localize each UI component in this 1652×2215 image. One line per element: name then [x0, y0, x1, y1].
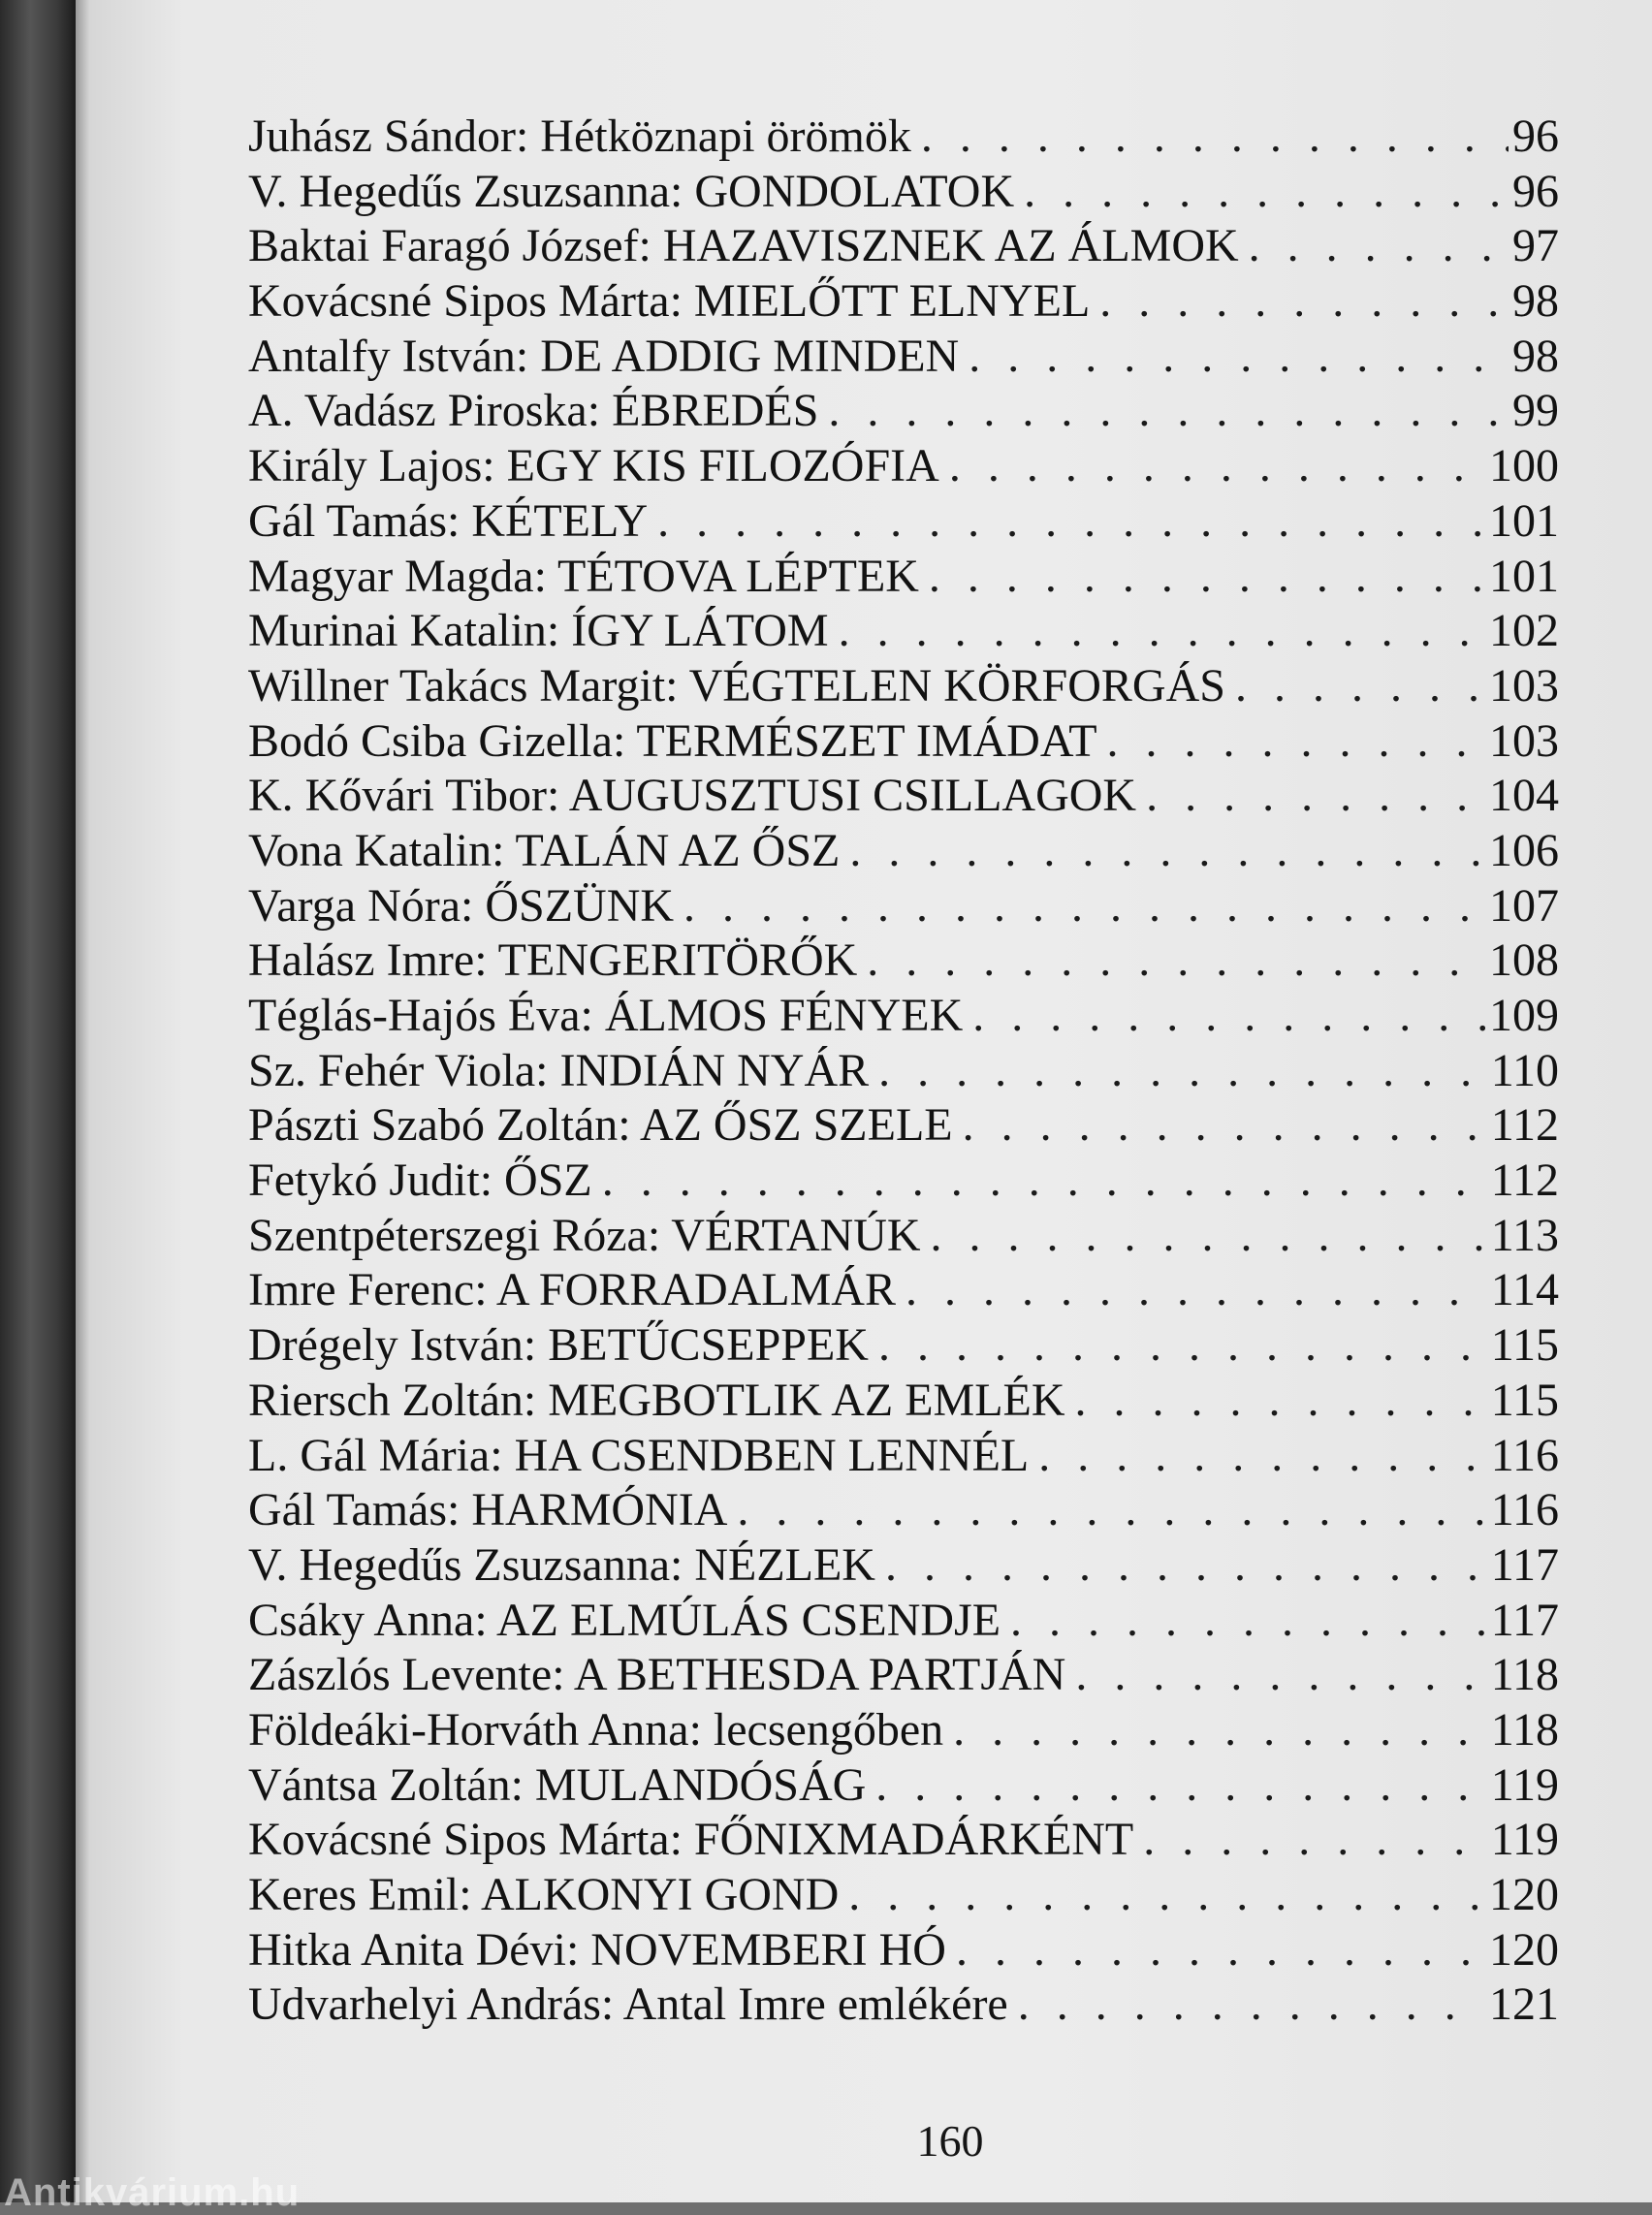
watermark: Antikvárium.hu [4, 2171, 301, 2214]
dot-leader [1249, 219, 1509, 274]
toc-entry-title: Vántsa Zoltán: MULANDÓSÁG [248, 1758, 867, 1811]
toc-entry [248, 1098, 1559, 1154]
toc-entry-page: 112 [1490, 1099, 1559, 1152]
toc-entry [248, 1703, 1559, 1758]
toc-entry-page: 114 [1490, 1264, 1559, 1316]
toc-entry [248, 1154, 1559, 1209]
dot-leader [1143, 1813, 1487, 1868]
toc-entry-title: Csáky Anna: AZ ELMÚLÁS CSENDJE [248, 1594, 1001, 1646]
toc-entry-title: Hitka Anita Dévi: NOVEMBERI HÓ [248, 1923, 946, 1976]
toc-entry-title: Baktai Faragó József: HAZAVISZNEK AZ ÁLMOK [248, 220, 1239, 272]
toc-entry [248, 1923, 1559, 1978]
toc-entry [248, 1758, 1559, 1814]
dot-leader [602, 1154, 1487, 1209]
toc-entry-title: Keres Emil: ALKONYI GOND [248, 1869, 840, 1920]
toc-entry [248, 1594, 1559, 1649]
toc-entry [248, 274, 1559, 330]
toc-entry-title: Gál Tamás: HARMÓNIA [248, 1484, 728, 1536]
toc-entry [248, 110, 1559, 165]
dot-leader [969, 330, 1509, 385]
toc-entry [248, 824, 1559, 879]
toc-entry [248, 1263, 1559, 1318]
toc-entry [248, 1483, 1559, 1538]
dot-leader [1107, 714, 1485, 770]
page-gutter-shadow [76, 0, 89, 2202]
toc-entry-title: Magyar Magda: TÉTOVA LÉPTEK [248, 550, 919, 602]
dot-leader [867, 933, 1485, 989]
toc-entry-title: Téglás-Hajós Éva: ÁLMOS FÉNYEK [248, 990, 964, 1041]
dot-leader [929, 550, 1485, 605]
toc-entry-title: Halász Imre: TENGERITÖRŐK [248, 934, 858, 987]
toc-entry [248, 1374, 1559, 1429]
toc-entry-page: 102 [1489, 605, 1559, 657]
dot-leader [963, 1098, 1487, 1154]
toc-entry-page: 98 [1512, 275, 1559, 328]
dot-leader [828, 384, 1509, 439]
toc-entry [248, 1044, 1559, 1099]
toc-entry [248, 933, 1559, 989]
toc-entry-title: Kovácsné Sipos Márta: MIELŐTT ELNYEL [248, 275, 1091, 328]
toc-entry-page: 117 [1490, 1538, 1559, 1591]
toc-entry-page: 118 [1490, 1703, 1559, 1756]
toc-entry [248, 219, 1559, 274]
dot-leader [949, 439, 1485, 494]
toc-entry-title: Szentpéterszegi Róza: VÉRTANÚK [248, 1209, 921, 1261]
toc-entry-title: Juhász Sándor: Hétköznapi örömök [248, 111, 911, 162]
dot-leader [839, 604, 1485, 659]
dot-leader [1235, 659, 1485, 714]
toc-entry-title: Pászti Szabó Zoltán: AZ ŐSZ SZELE [248, 1099, 953, 1152]
toc-entry-page: 113 [1490, 1209, 1559, 1261]
toc-entry-title: Kovácsné Sipos Márta: FŐNIXMADÁRKÉNT [248, 1814, 1134, 1866]
toc-entry [248, 1648, 1559, 1703]
dot-leader [875, 1758, 1487, 1814]
toc-entry [248, 1429, 1559, 1484]
toc-entry-title: Willner Takács Margit: VÉGTELEN KÖRFORGÁS [248, 659, 1225, 712]
toc-entry [248, 1978, 1559, 2033]
toc-entry-title: Varga Nóra: ŐSZÜNK [248, 879, 675, 932]
toc-entry [248, 1813, 1559, 1868]
toc-entry-page: 116 [1490, 1484, 1559, 1536]
dot-leader [1018, 1978, 1485, 2033]
dot-leader [1024, 165, 1509, 220]
toc-entry [248, 1868, 1559, 1923]
toc-entry [248, 439, 1559, 494]
toc-entry-page: 120 [1489, 1923, 1559, 1976]
toc-entry [248, 714, 1559, 770]
toc-entry [248, 384, 1559, 439]
toc-entry-page: 104 [1489, 770, 1559, 822]
toc-entry-title: Fetykó Judit: ŐSZ [248, 1155, 592, 1207]
toc-entry-title: Zászlós Levente: A BETHESDA PARTJÁN [248, 1649, 1066, 1701]
toc-entry-title: Bodó Csiba Gizella: TERMÉSZET IMÁDAT [248, 714, 1097, 767]
toc-entry-title: L. Gál Mária: HA CSENDBEN LENNÉL [248, 1429, 1030, 1481]
toc-entry-page: 106 [1489, 824, 1559, 876]
toc-entry-title: V. Hegedűs Zsuzsanna: GONDOLATOK [248, 165, 1015, 217]
dot-leader [683, 879, 1485, 934]
toc-entry-page: 96 [1512, 111, 1559, 162]
toc-entry-title: Vona Katalin: TALÁN AZ ŐSZ [248, 824, 841, 876]
toc-entry-page: 100 [1489, 440, 1559, 492]
toc-entry-page: 101 [1489, 550, 1559, 602]
dot-leader [849, 824, 1485, 879]
toc-entry [248, 604, 1559, 659]
toc-entry-page: 96 [1512, 165, 1559, 217]
toc-entry-page: 119 [1490, 1814, 1559, 1866]
dot-leader [956, 1923, 1485, 1978]
dot-leader [878, 1044, 1487, 1099]
toc-entry-title: Imre Ferenc: A FORRADALMÁR [248, 1264, 896, 1316]
toc-entry-title: Riersch Zoltán: MEGBOTLIK AZ EMLÉK [248, 1374, 1065, 1426]
toc-entry-page: 119 [1490, 1758, 1559, 1811]
toc-entry-title: Udvarhelyi András: Antal Imre emlékére [248, 1978, 1008, 2031]
dot-leader [1038, 1429, 1487, 1484]
toc-entry-page: 98 [1512, 330, 1559, 382]
toc-entry-page: 108 [1489, 934, 1559, 987]
toc-entry [248, 550, 1559, 605]
toc-entry-page: 103 [1489, 659, 1559, 712]
page-number: 160 [916, 2116, 984, 2166]
toc-entry-title: Földeáki-Horváth Anna: lecsengőben [248, 1703, 944, 1756]
book-spine [0, 0, 76, 2202]
toc-entry-page: 99 [1512, 385, 1559, 437]
toc-entry [248, 165, 1559, 220]
toc-entry-title: Antalfy István: DE ADDIG MINDEN [248, 330, 960, 382]
toc-entry-page: 107 [1489, 879, 1559, 932]
dot-leader [737, 1483, 1486, 1538]
toc-entry [248, 769, 1559, 824]
dot-leader [972, 989, 1485, 1044]
toc-entry [248, 1318, 1559, 1374]
dot-leader [1075, 1374, 1487, 1429]
toc-entry-page: 109 [1489, 990, 1559, 1041]
toc-entry-page: 112 [1490, 1155, 1559, 1207]
dot-leader [885, 1538, 1487, 1594]
dot-leader [878, 1318, 1487, 1374]
table-of-contents [248, 110, 1559, 2033]
toc-entry-title: V. Hegedűs Zsuzsanna: NÉZLEK [248, 1538, 875, 1591]
toc-entry-page: 116 [1490, 1429, 1559, 1481]
toc-entry-title: Drégely István: BETŰCSEPPEK [248, 1319, 869, 1372]
toc-entry-page: 117 [1490, 1594, 1559, 1646]
dot-leader [905, 1263, 1487, 1318]
toc-entry-page: 118 [1490, 1649, 1559, 1701]
toc-entry [248, 494, 1559, 550]
toc-entry-page: 121 [1489, 1978, 1559, 2031]
dot-leader [931, 1209, 1487, 1264]
dot-leader [1146, 769, 1485, 824]
toc-entry [248, 330, 1559, 385]
toc-entry-page: 97 [1512, 220, 1559, 272]
toc-entry-title: Gál Tamás: KÉTELY [248, 494, 649, 547]
dot-leader [1099, 274, 1509, 330]
toc-entry-title: Sz. Fehér Viola: INDIÁN NYÁR [248, 1044, 870, 1096]
toc-entry-title: Király Lajos: EGY KIS FILOZÓFIA [248, 440, 939, 492]
toc-entry-page: 120 [1489, 1869, 1559, 1920]
toc-entry [248, 659, 1559, 714]
dot-leader [1010, 1594, 1487, 1649]
dot-leader [1075, 1648, 1486, 1703]
toc-entry [248, 1538, 1559, 1594]
toc-entry-title: Murinai Katalin: ÍGY LÁTOM [248, 605, 829, 657]
toc-entry [248, 879, 1559, 934]
toc-entry-title: K. Kővári Tibor: AUGUSZTUSI CSILLAGOK [248, 770, 1137, 822]
toc-entry-page: 101 [1489, 494, 1559, 547]
toc-entry-title: A. Vadász Piroska: ÉBREDÉS [248, 385, 819, 437]
toc-entry-page: 110 [1490, 1044, 1559, 1096]
dot-leader [921, 110, 1509, 165]
dot-leader [657, 494, 1485, 550]
toc-entry-page: 103 [1489, 714, 1559, 767]
dot-leader [848, 1868, 1485, 1923]
toc-entry [248, 989, 1559, 1044]
dot-leader [953, 1703, 1487, 1758]
toc-entry-page: 115 [1490, 1374, 1559, 1426]
toc-entry [248, 1209, 1559, 1264]
toc-entry-page: 115 [1490, 1319, 1559, 1372]
